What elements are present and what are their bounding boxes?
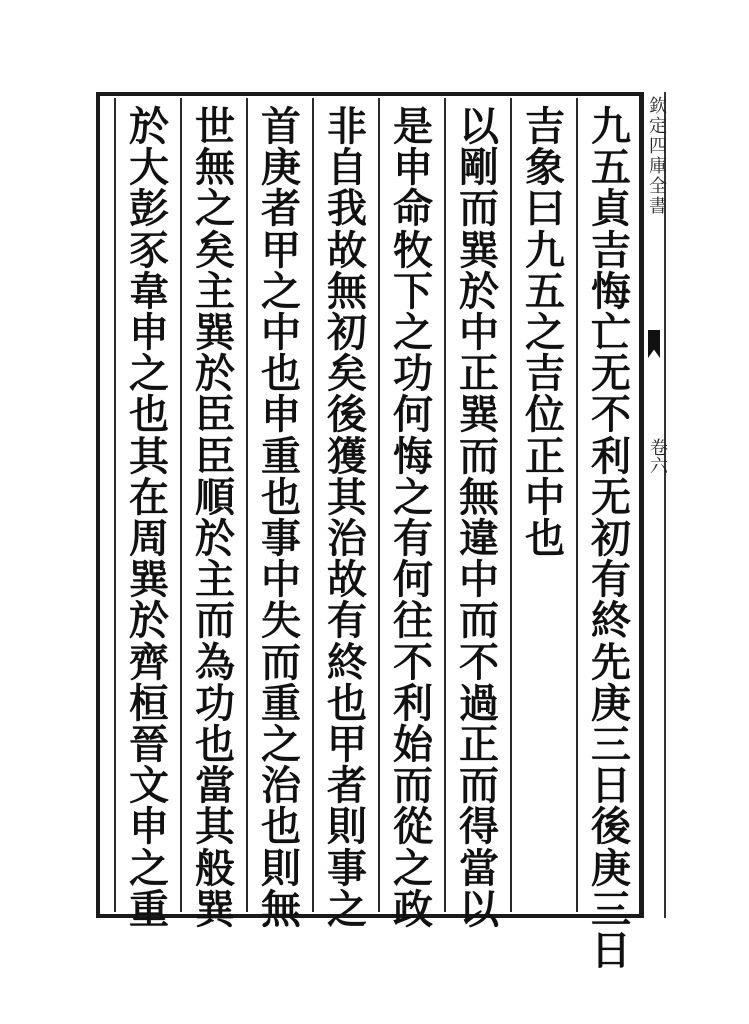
glyph: 後 [591,803,631,851]
glyph: 於 [195,515,235,563]
glyph: 首 [261,103,301,150]
glyph: 巽 [459,226,499,274]
glyph: 中 [261,556,301,604]
glyph: 申 [261,391,301,439]
text-column-1 [582,103,640,975]
glyph: 甲 [327,721,367,769]
glyph: 矣 [327,350,367,398]
glyph: 也 [261,803,301,851]
glyph: 其 [129,432,169,480]
column-rule [246,98,248,912]
glyph: 當 [195,762,235,810]
glyph: 三 [591,885,631,933]
glyph: 則 [327,803,367,851]
glyph: 利 [591,432,631,480]
glyph: 正 [459,721,499,769]
glyph: 日 [591,762,631,810]
glyph: 也 [261,350,301,398]
glyph: 巽 [195,309,235,357]
glyph: 无 [591,350,631,398]
glyph: 命 [393,185,433,233]
glyph: 治 [261,762,301,810]
glyph: 吉 [525,103,565,150]
text-column-5 [318,103,376,933]
glyph: 亡 [591,309,631,357]
glyph: 之 [393,844,433,892]
glyph: 而 [459,432,499,480]
glyph: 利 [393,679,433,727]
glyph: 得 [459,803,499,851]
glyph: 之 [261,267,301,315]
glyph: 以 [459,885,499,933]
glyph: 政 [393,885,433,933]
glyph: 而 [393,762,433,810]
glyph: 也 [327,679,367,727]
glyph: 正 [459,350,499,398]
glyph: 正 [525,432,565,480]
glyph: 後 [327,391,367,439]
glyph: 功 [393,350,433,398]
glyph: 不 [591,391,631,439]
glyph: 也 [525,515,565,563]
glyph: 有 [393,515,433,563]
glyph: 象 [525,144,565,192]
glyph: 中 [459,309,499,357]
glyph: 也 [129,391,169,439]
glyph: 事 [261,515,301,563]
glyph: 者 [261,185,301,233]
glyph: 下 [393,267,433,315]
glyph: 無 [261,885,301,933]
text-column-3 [450,103,508,933]
glyph: 而 [261,638,301,686]
glyph: 往 [393,597,433,645]
glyph: 初 [591,515,631,563]
glyph: 矣 [195,226,235,274]
glyph: 牧 [393,226,433,274]
column-rule [312,98,314,912]
column-rule [444,98,446,912]
glyph: 而 [459,185,499,233]
glyph: 失 [261,597,301,645]
glyph: 申 [129,309,169,357]
glyph: 申 [129,803,169,851]
glyph: 於 [129,597,169,645]
glyph: 九 [591,103,631,150]
column-rule [510,98,512,912]
column-rule [378,98,380,912]
glyph: 始 [393,721,433,769]
glyph: 吉 [525,350,565,398]
glyph: 无 [591,473,631,521]
glyph: 而 [459,597,499,645]
glyph: 在 [129,473,169,521]
glyph: 五 [525,267,565,315]
glyph: 巽 [459,391,499,439]
glyph: 主 [195,556,235,604]
glyph: 則 [261,844,301,892]
glyph: 之 [525,309,565,357]
glyph: 之 [195,185,235,233]
glyph: 故 [327,556,367,604]
glyph: 不 [393,638,433,686]
glyph: 於 [195,350,235,398]
glyph: 我 [327,185,367,233]
glyph: 無 [459,473,499,521]
glyph: 有 [327,597,367,645]
glyph: 庚 [261,144,301,192]
glyph: 何 [393,391,433,439]
glyph: 桓 [129,679,169,727]
glyph: 日 [591,927,631,975]
glyph: 吉 [591,226,631,274]
glyph: 事 [327,844,367,892]
text-column-6 [252,103,310,933]
glyph: 終 [327,638,367,686]
glyph: 大 [129,144,169,192]
glyph: 庚 [591,844,631,892]
glyph: 臣 [195,391,235,439]
column-rule [180,98,182,912]
glyph: 先 [591,638,631,686]
glyph: 貞 [591,185,631,233]
glyph: 故 [327,226,367,274]
text-column-7 [186,103,244,933]
glyph: 有 [591,556,631,604]
text-column-4 [384,103,442,933]
glyph: 九 [525,226,565,274]
glyph: 功 [195,679,235,727]
text-column-2 [516,103,574,563]
glyph: 之 [129,844,169,892]
margin-title: 欽定四庫全書 [646,96,667,216]
glyph: 之 [261,721,301,769]
glyph: 之 [327,885,367,933]
glyph: 巽 [195,885,235,933]
glyph: 無 [195,144,235,192]
glyph: 順 [195,473,235,521]
glyph: 從 [393,803,433,851]
glyph: 悔 [393,432,433,480]
glyph: 於 [129,103,169,150]
glyph: 不 [459,638,499,686]
glyph: 臣 [195,432,235,480]
glyph: 之 [393,473,433,521]
glyph: 庚 [591,679,631,727]
glyph: 於 [459,267,499,315]
glyph: 中 [525,473,565,521]
glyph: 剛 [459,144,499,192]
glyph: 之 [129,350,169,398]
glyph: 三 [591,721,631,769]
glyph: 者 [327,762,367,810]
glyph: 周 [129,515,169,563]
glyph: 文 [129,762,169,810]
glyph: 獲 [327,432,367,480]
glyph: 當 [459,844,499,892]
glyph: 初 [327,309,367,357]
glyph: 韋 [129,267,169,315]
text-column-8 [120,103,178,933]
glyph: 五 [591,144,631,192]
glyph: 悔 [591,267,631,315]
glyph: 其 [327,473,367,521]
glyph: 中 [459,556,499,604]
glyph: 位 [525,391,565,439]
glyph: 晉 [129,721,169,769]
glyph: 世 [195,103,235,150]
glyph: 重 [261,432,301,480]
glyph: 其 [195,803,235,851]
glyph: 豕 [129,226,169,274]
glyph: 是 [393,103,433,150]
glyph: 違 [459,515,499,563]
glyph: 也 [195,721,235,769]
glyph: 而 [459,762,499,810]
glyph: 申 [393,144,433,192]
glyph: 非 [327,103,367,150]
glyph: 中 [261,309,301,357]
glyph: 之 [393,309,433,357]
glyph: 以 [459,103,499,150]
page-frame [96,92,644,975]
glyph: 彭 [129,185,169,233]
glyph: 般 [195,844,235,892]
glyph: 為 [195,638,235,686]
column-rule [114,98,116,912]
glyph: 治 [327,515,367,563]
glyph: 重 [261,679,301,727]
glyph: 而 [195,597,235,645]
glyph: 也 [261,473,301,521]
glyph: 無 [327,267,367,315]
juan-label: 卷六 [647,438,668,474]
glyph: 甲 [261,226,301,274]
glyph: 主 [195,267,235,315]
glyph: 終 [591,597,631,645]
glyph: 齊 [129,638,169,686]
glyph: 曰 [525,185,565,233]
glyph: 重 [129,885,169,933]
column-rule [576,98,578,912]
glyph: 巽 [129,556,169,604]
glyph: 過 [459,679,499,727]
glyph: 自 [327,144,367,192]
glyph: 何 [393,556,433,604]
